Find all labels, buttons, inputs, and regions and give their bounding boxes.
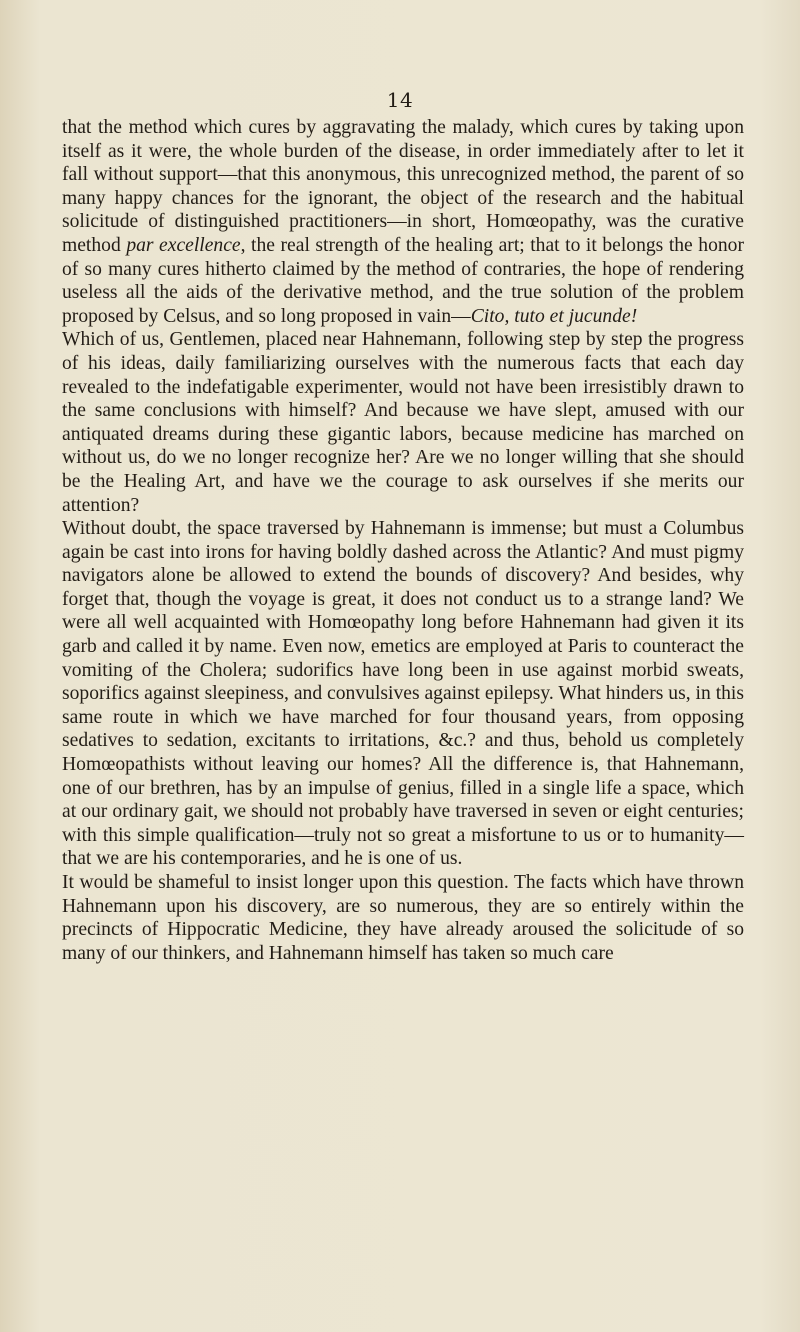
body-text (62, 116, 744, 965)
text-run: , the real strength of the healing art; that to it belongs the honor of so many cures hitherto claimed by the method of contraries, the hope of rendering useless all the aids of the derivative method, and the true solution of the problem proposed by Celsus, and so long proposed in vain— (62, 234, 744, 327)
text-run: It would be shameful to insist longer upon this question. The facts which have thrown Hahnemann upon his discovery, are so numerous, they are so entirely within the precincts of Hippocratic Medicine, they have already aroused the solicitude of so many of our thinkers, and Hahnemann himself has taken so much care (62, 872, 744, 964)
page-number: 14 (386, 88, 414, 112)
paragraph (62, 328, 744, 517)
paragraph (62, 517, 744, 871)
text-run: that the method which cures by aggravating the malady, which cures by taking upon itself as it were, the whole burden of the disease, in order immediately after to let it fall without support—that this anonymous, this unrecognized method, the parent of so many happy chances for the ignorant, the object of the research and the habitual solicitude of distinguished practitioners—in short, Homœopathy, was the curative method (62, 117, 744, 256)
paragraph (62, 871, 744, 965)
text-run: Which of us, Gentlemen, placed near Hahnemann, following step by step the progress of his ideas, daily familiarizing ourselves with the numerous facts that each day revealed to the indefatigable experimenter, would not have been irresistibly drawn to the same conclusions with himself? And because we have slept, amused with our antiquated dreams during these gigantic labors, because medicine has marched on without us, do we no longer recognize her? Are we no longer willing that she should be the Healing Art, and have we the courage to ask ourselves if she merits our attention? (62, 329, 744, 516)
text-run: Without doubt, the space traversed by Hahnemann is immense; but must a Columbus again be cast into irons for having boldly dashed across the Atlantic? And must pigmy navigators alone be allowed to extend the bounds of discovery? And besides, why forget that, though the voyage is great, it does not conduct us to a strange land? We were all well acquainted with Homœopathy long before Hahnemann had given it its garb and called it by name. Even now, emetics are employed at Paris to counteract the vomiting of the Cholera; sudorifics have long been in use against morbid sweats, soporifics against sleepiness, and convulsives against epilepsy. What hinders us, in this same route in which we have marched for four thousand years, from opposing sedatives to sedation, excitants to irritations, &c.? and thus, behold us completely Homœopathists without leaving our homes? All the difference is, that Hahnemann, one of our brethren, has by an impulse of genius, filled in a single life a space, which at our ordinary gait, we should not probably have traversed in seven or eight centuries; with this simple qualification—truly not so great a misfortune to us or to humanity—that we are his contemporaries, and he is one of us. (62, 518, 744, 870)
italic-phrase: Cito, tuto et jucunde! (470, 305, 638, 327)
paragraph (62, 116, 744, 328)
italic-phrase: par excellence (126, 234, 241, 256)
